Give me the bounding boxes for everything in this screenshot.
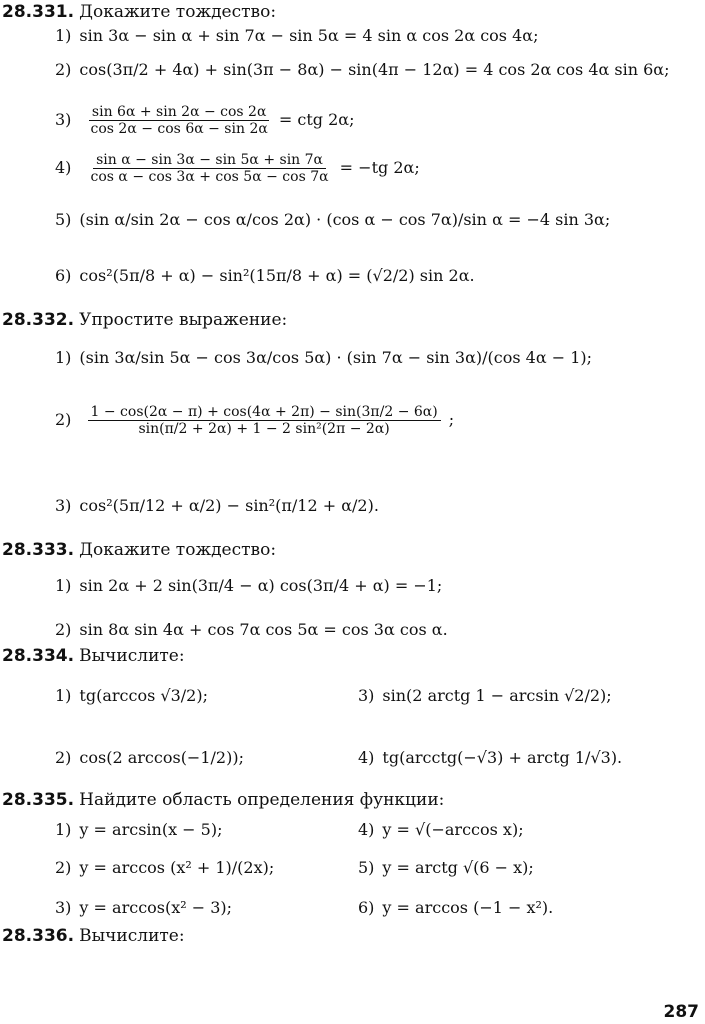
exercise-item: 6) cos²(5π/8 + α) − sin²(15π/8 + α) = (√2/2) sin 2α. [55,266,475,285]
exercise-item: 5) y = arctg √(6 − x); [358,858,534,877]
fraction: $\frac{\text{sin α − sin 3α − sin 5α + sin 7α}}{\text{cos α − cos 3α + cos 5α − cos 7α}}$ [90,152,329,186]
task-header [2,646,185,666]
formula: cos²(5π/8 + α) − sin²(15π/8 + α) = (√2/2) sin 2α. [79,266,475,285]
task-number: 28.336. [2,926,75,946]
exercise-item: 1) sin 2α + 2 sin(3π/4 − α) cos(3π/4 + α) = −1; [55,576,443,595]
task-number: 28.333. [2,540,75,560]
task-number: 28.334. [2,646,75,666]
formula: y = arctg √(6 − x); [382,858,534,877]
formula: y = arccos (x² + 1)/(2x); [79,858,275,877]
formula: sin 8α sin 4α + cos 7α cos 5α = cos 3α cos α. [79,620,448,639]
task-title: Докажите тождество: [79,2,277,22]
exercise-item: 1) y = arcsin(x − 5); [55,820,223,839]
exercise-item: 2) $\frac{1 - \cos(2\alpha - \pi) + \cos(4\alpha + 2\pi) - \sin(3\pi/2 - 6\alpha)}{\text{sin(π/2 + 2α) + 1 − 2 sin²(2π − 2α)}}$ ; [55,404,455,438]
formula: tg(arcctg(−√3) + arctg 1/√3). [382,748,623,767]
task-number: 28.331. [2,2,75,22]
exercise-item: 1) (sin 3α/sin 5α − cos 3α/cos 5α) · (sin 7α − sin 3α)/(cos 4α − 1); [55,348,593,367]
task-title: Найдите область определения функции: [79,790,445,810]
fraction: $\frac{\sin 6\alpha + \sin 2\alpha - \cos 2\alpha}{\cos 2\alpha - \cos 6\alpha - \sin 2\alpha}$ [90,104,268,138]
page-number: 287 [663,1002,699,1022]
exercise-item: 4) tg(arcctg(−√3) + arctg 1/√3). [358,748,623,767]
task-header [2,926,185,946]
task-title: Вычислите: [79,646,185,666]
exercise-item: 2) sin 8α sin 4α + cos 7α cos 5α = cos 3α cos α. [55,620,448,639]
formula: (sin 3α/sin 5α − cos 3α/cos 5α) · (sin 7α − sin 3α)/(cos 4α − 1); [79,348,593,367]
exercise-item: 3) $\frac{\sin 6\alpha + \sin 2\alpha - \cos 2\alpha}{\cos 2\alpha - \cos 6\alpha - \sin 2\alpha}$ = ctg 2α; [55,104,355,138]
exercise-item: 1) sin 3α − sin α + sin 7α − sin 5α = 4 sin α cos 2α cos 4α; [55,26,539,45]
exercise-item: 3) y = arccos(x² − 3); [55,898,233,917]
task-title: Вычислите: [79,926,185,946]
formula: cos(3π/2 + 4α) + sin(3π − 8α) − sin(4π − 12α) = 4 cos 2α cos 4α sin 6α; [79,60,670,79]
task-header [2,790,444,810]
formula: y = √(−arccos x); [382,820,524,839]
formula: cos²(5π/12 + α/2) − sin²(π/12 + α/2). [79,496,379,515]
formula: sin 2α + 2 sin(3π/4 − α) cos(3π/4 + α) = −1; [79,576,443,595]
task-header [2,2,276,22]
formula: sin(2 arctg 1 − arcsin √2/2); [382,686,612,705]
formula: y = arccos (−1 − x²). [382,898,554,917]
exercise-item: 4) y = √(−arccos x); [358,820,524,839]
task-number: 28.335. [2,790,75,810]
exercise-item: 2) cos(2 arccos(−1/2)); [55,748,244,767]
task-title: Упростите выражение: [79,310,288,330]
formula: y = arccos(x² − 3); [79,898,233,917]
formula: y = arcsin(x − 5); [79,820,223,839]
task-header [2,310,287,330]
task-title: Докажите тождество: [79,540,277,560]
exercise-item: 1) tg(arccos √3/2); [55,686,208,705]
exercise-item: 5) (sin α/sin 2α − cos α/cos 2α) · (cos α − cos 7α)/sin α = −4 sin 3α; [55,210,611,229]
task-number: 28.332. [2,310,75,330]
formula: cos(2 arccos(−1/2)); [79,748,244,767]
exercise-item: 2) cos(3π/2 + 4α) + sin(3π − 8α) − sin(4π − 12α) = 4 cos 2α cos 4α sin 6α; [55,60,670,79]
formula: (sin α/sin 2α − cos α/cos 2α) · (cos α − cos 7α)/sin α = −4 sin 3α; [79,210,611,229]
exercise-item: 2) y = arccos (x² + 1)/(2x); [55,858,275,877]
formula: sin 3α − sin α + sin 7α − sin 5α = 4 sin α cos 2α cos 4α; [79,26,539,45]
exercise-item: 4) $\frac{\text{sin α − sin 3α − sin 5α + sin 7α}}{\text{cos α − cos 3α + cos 5α − cos 7α}}$ = −tg 2α; [55,152,420,186]
exercise-item: 6) y = arccos (−1 − x²). [358,898,554,917]
exercise-item: 3) sin(2 arctg 1 − arcsin √2/2); [358,686,612,705]
fraction: $\frac{1 - \cos(2\alpha - \pi) + \cos(4\alpha + 2\pi) - \sin(3\pi/2 - 6\alpha)}{\text{sin(π/2 + 2α) + 1 − 2 sin²(2π − 2α)}}$ [88,404,441,437]
task-header [2,540,276,560]
exercise-item: 3) cos²(5π/12 + α/2) − sin²(π/12 + α/2). [55,496,379,515]
formula: tg(arccos √3/2); [79,686,208,705]
